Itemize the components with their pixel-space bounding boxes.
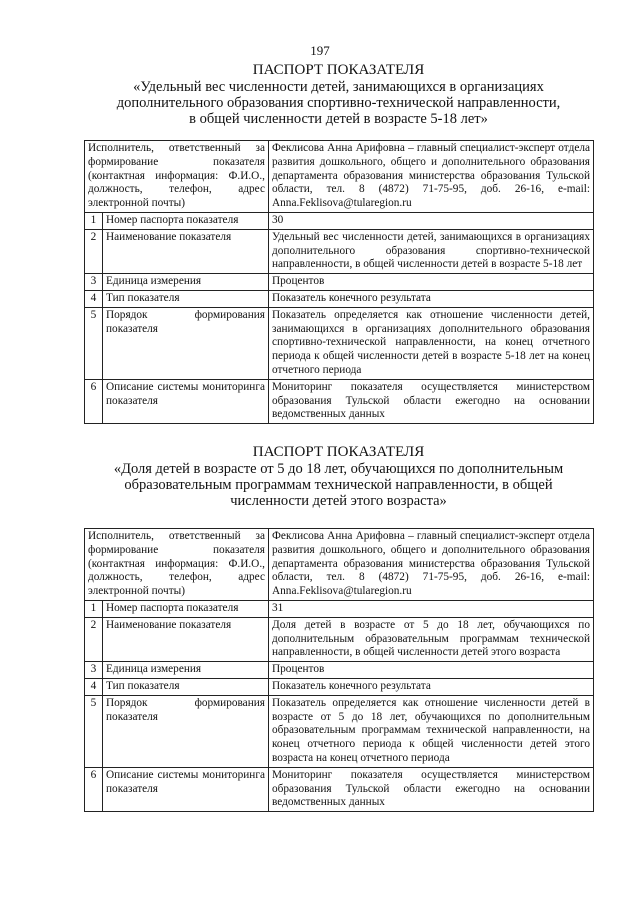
- passport-title: ПАСПОРТ ПОКАЗАТЕЛЯ: [252, 444, 425, 460]
- table-row: [85, 379, 594, 423]
- row-number: 2: [85, 229, 103, 273]
- passport-subtitle: «Доля детей в возрасте от 5 до 18 лет, обучающихся по дополнительным образовательным программам технической направленности, в общей численности детей этого возраста»: [113, 461, 564, 509]
- table-row: [85, 767, 594, 811]
- table-row: [85, 141, 594, 213]
- table-row: [85, 307, 594, 379]
- row-value: Процентов: [269, 662, 594, 679]
- executor-label: Исполнитель, ответственный за формирование показателя (контактная информация: Ф.И.О., должность, телефон, адрес электронной почты): [85, 529, 269, 601]
- row-number: 4: [85, 290, 103, 307]
- row-number: 6: [85, 767, 103, 811]
- table-row: [85, 600, 594, 617]
- row-value: Доля детей в возрасте от 5 до 18 лет, обучающихся по дополнительным образовательным программам технической направленности, в общей численности детей этого возраста: [269, 617, 594, 661]
- row-value: Мониторинг показателя осуществляется министерством образования Тульской области ежегодно на основании ведомственных данных: [269, 767, 594, 811]
- row-value: Показатель конечного результата: [269, 290, 594, 307]
- row-label: Порядок формирования показателя: [103, 695, 269, 767]
- row-label: Порядок формирования показателя: [103, 307, 269, 379]
- row-value: Процентов: [269, 274, 594, 291]
- table-row: [85, 662, 594, 679]
- executor-value: Феклисова Анна Арифовна – главный специалист-эксперт отдела развития дошкольного, общего и дополнительного образования департамента образования министерства образования Тульской области, тел. 8 (4872) 71-75-95, доб. 26-16, e-mail: Anna.Feklisova@tularegion.ru: [269, 529, 594, 601]
- passport-title: ПАСПОРТ ПОКАЗАТЕЛЯ: [252, 62, 425, 78]
- table-row: [85, 274, 594, 291]
- row-value: 31: [269, 600, 594, 617]
- table-row: [85, 617, 594, 661]
- row-value: Показатель определяется как отношение численности детей, занимающихся в организациях дополнительного образования спортивно-технической направленности, на конец отчетного периода к общей численности детей в возрасте 5-18 лет на конец отчетного периода: [269, 307, 594, 379]
- row-label: Тип показателя: [103, 678, 269, 695]
- row-number: 2: [85, 617, 103, 661]
- row-number: 6: [85, 379, 103, 423]
- indicator-passport-1: [84, 62, 593, 424]
- row-label: Единица измерения: [103, 274, 269, 291]
- table-row: [85, 695, 594, 767]
- executor-value: Феклисова Анна Арифовна – главный специалист-эксперт отдела развития дошкольного, общего и дополнительного образования департамента образования министерства образования Тульской области, тел. 8 (4872) 71-75-95, доб. 26-16, e-mail: Anna.Feklisova@tularegion.ru: [269, 141, 594, 213]
- passport-subtitle: «Удельный вес численности детей, занимающихся в организациях дополнительного образования спортивно-технической направленности, в общей численности детей в возрасте 5-18 лет»: [116, 79, 561, 127]
- row-label: Наименование показателя: [103, 229, 269, 273]
- row-number: 1: [85, 212, 103, 229]
- row-number: 5: [85, 695, 103, 767]
- row-number: 3: [85, 274, 103, 291]
- table-row: [85, 229, 594, 273]
- row-number: 4: [85, 678, 103, 695]
- row-value: 30: [269, 212, 594, 229]
- row-label: Описание системы мониторинга показателя: [103, 379, 269, 423]
- table-row: [85, 678, 594, 695]
- table-row: [85, 529, 594, 601]
- row-label: Номер паспорта показателя: [103, 600, 269, 617]
- row-value: Показатель определяется как отношение численности детей в возрасте от 5 до 18 лет, обучающихся по дополнительным образовательным программам технической направленности, на конец отчетного периода к общей численности детей этого возраста на конец отчетного периода: [269, 695, 594, 767]
- table-row: [85, 290, 594, 307]
- table-row: [85, 212, 594, 229]
- row-label: Тип показателя: [103, 290, 269, 307]
- row-value: Показатель конечного результата: [269, 678, 594, 695]
- row-number: 3: [85, 662, 103, 679]
- row-label: Описание системы мониторинга показателя: [103, 767, 269, 811]
- row-value: Мониторинг показателя осуществляется министерством образования Тульской области ежегодно на основании ведомственных данных: [269, 379, 594, 423]
- indicator-passport-2: [84, 444, 593, 812]
- row-label: Единица измерения: [103, 662, 269, 679]
- row-label: Наименование показателя: [103, 617, 269, 661]
- page-number: 197: [310, 43, 330, 58]
- passport-table: [84, 528, 594, 812]
- row-number: 5: [85, 307, 103, 379]
- row-number: 1: [85, 600, 103, 617]
- executor-label: Исполнитель, ответственный за формирование показателя (контактная информация: Ф.И.О., должность, телефон, адрес электронной почты): [85, 141, 269, 213]
- passport-table: [84, 140, 594, 424]
- row-value: Удельный вес численности детей, занимающихся в организациях дополнительного образования спортивно-технической направленности, в общей численности детей в возрасте 5-18 лет: [269, 229, 594, 273]
- row-label: Номер паспорта показателя: [103, 212, 269, 229]
